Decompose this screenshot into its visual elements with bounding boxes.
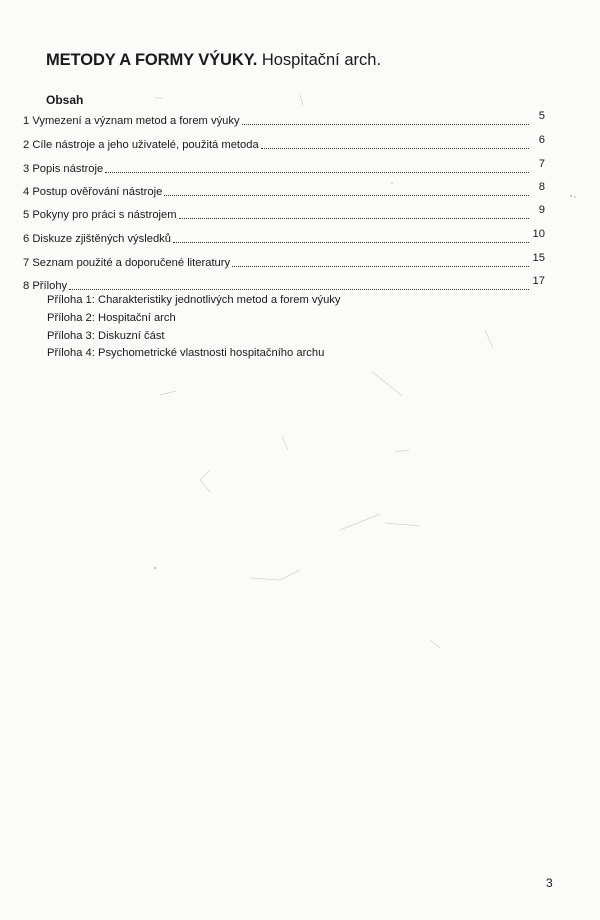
toc-entry-page: 9 <box>538 204 545 216</box>
toc-entry-label: 6 Diskuze zjištěných výsledků <box>23 233 171 245</box>
dot-leader <box>232 266 529 267</box>
toc-entry-page: 6 <box>538 134 545 146</box>
dot-leader <box>173 242 529 243</box>
toc-entry-page: 5 <box>538 110 545 122</box>
dot-leader <box>69 289 529 290</box>
toc-entry-label: 3 Popis nástroje <box>23 163 104 175</box>
toc-entry-3 <box>23 158 545 176</box>
toc-entry-page: 8 <box>538 181 545 193</box>
toc-entry-label: 1 Vymezení a význam metod a forem výuky <box>23 115 240 127</box>
toc-entry-label: 4 Postup ověřování nástroje <box>23 186 163 198</box>
toc-entry-label: 2 Cíle nástroje a jeho uživatelé, použitá metoda <box>23 139 259 151</box>
dot-leader <box>105 172 529 173</box>
toc-entry-page: 15 <box>532 252 545 264</box>
toc-entry-page: 10 <box>532 228 545 240</box>
toc-entry-page: 17 <box>532 275 545 287</box>
dot-leader <box>242 124 529 125</box>
document-title <box>46 50 566 70</box>
toc-entry-6 <box>23 228 545 246</box>
dot-leader <box>261 148 529 149</box>
title-bold: METODY A FORMY VÝUKY. <box>46 51 258 69</box>
appendix-item-2: Příloha 2: Hospitační arch <box>47 312 176 324</box>
toc-entry-8 <box>23 275 545 293</box>
toc-entry-2 <box>23 134 545 152</box>
appendix-item-3: Příloha 3: Diskuzní část <box>47 330 165 342</box>
appendix-item-4: Příloha 4: Psychometrické vlastnosti hospitačního archu <box>47 347 325 359</box>
dot-leader <box>164 195 529 196</box>
toc-heading: Obsah <box>46 93 84 107</box>
dot-leader <box>179 218 529 219</box>
toc-entry-label: 8 Přílohy <box>23 280 68 292</box>
title-subtitle: Hospitační arch. <box>261 51 382 69</box>
toc-entry-label: 7 Seznam použité a doporučené literatury <box>23 257 231 269</box>
toc-entry-5 <box>23 204 545 222</box>
page-number: 3 <box>546 876 553 890</box>
toc-entry-page: 7 <box>538 158 545 170</box>
toc-entry-label: 5 Pokyny pro práci s nástrojem <box>23 209 177 221</box>
toc-entry-4 <box>23 181 545 199</box>
appendix-item-1: Příloha 1: Charakteristiky jednotlivých metod a forem výuky <box>47 294 341 306</box>
toc-entry-7 <box>23 252 545 270</box>
toc-entry-1 <box>23 110 545 128</box>
